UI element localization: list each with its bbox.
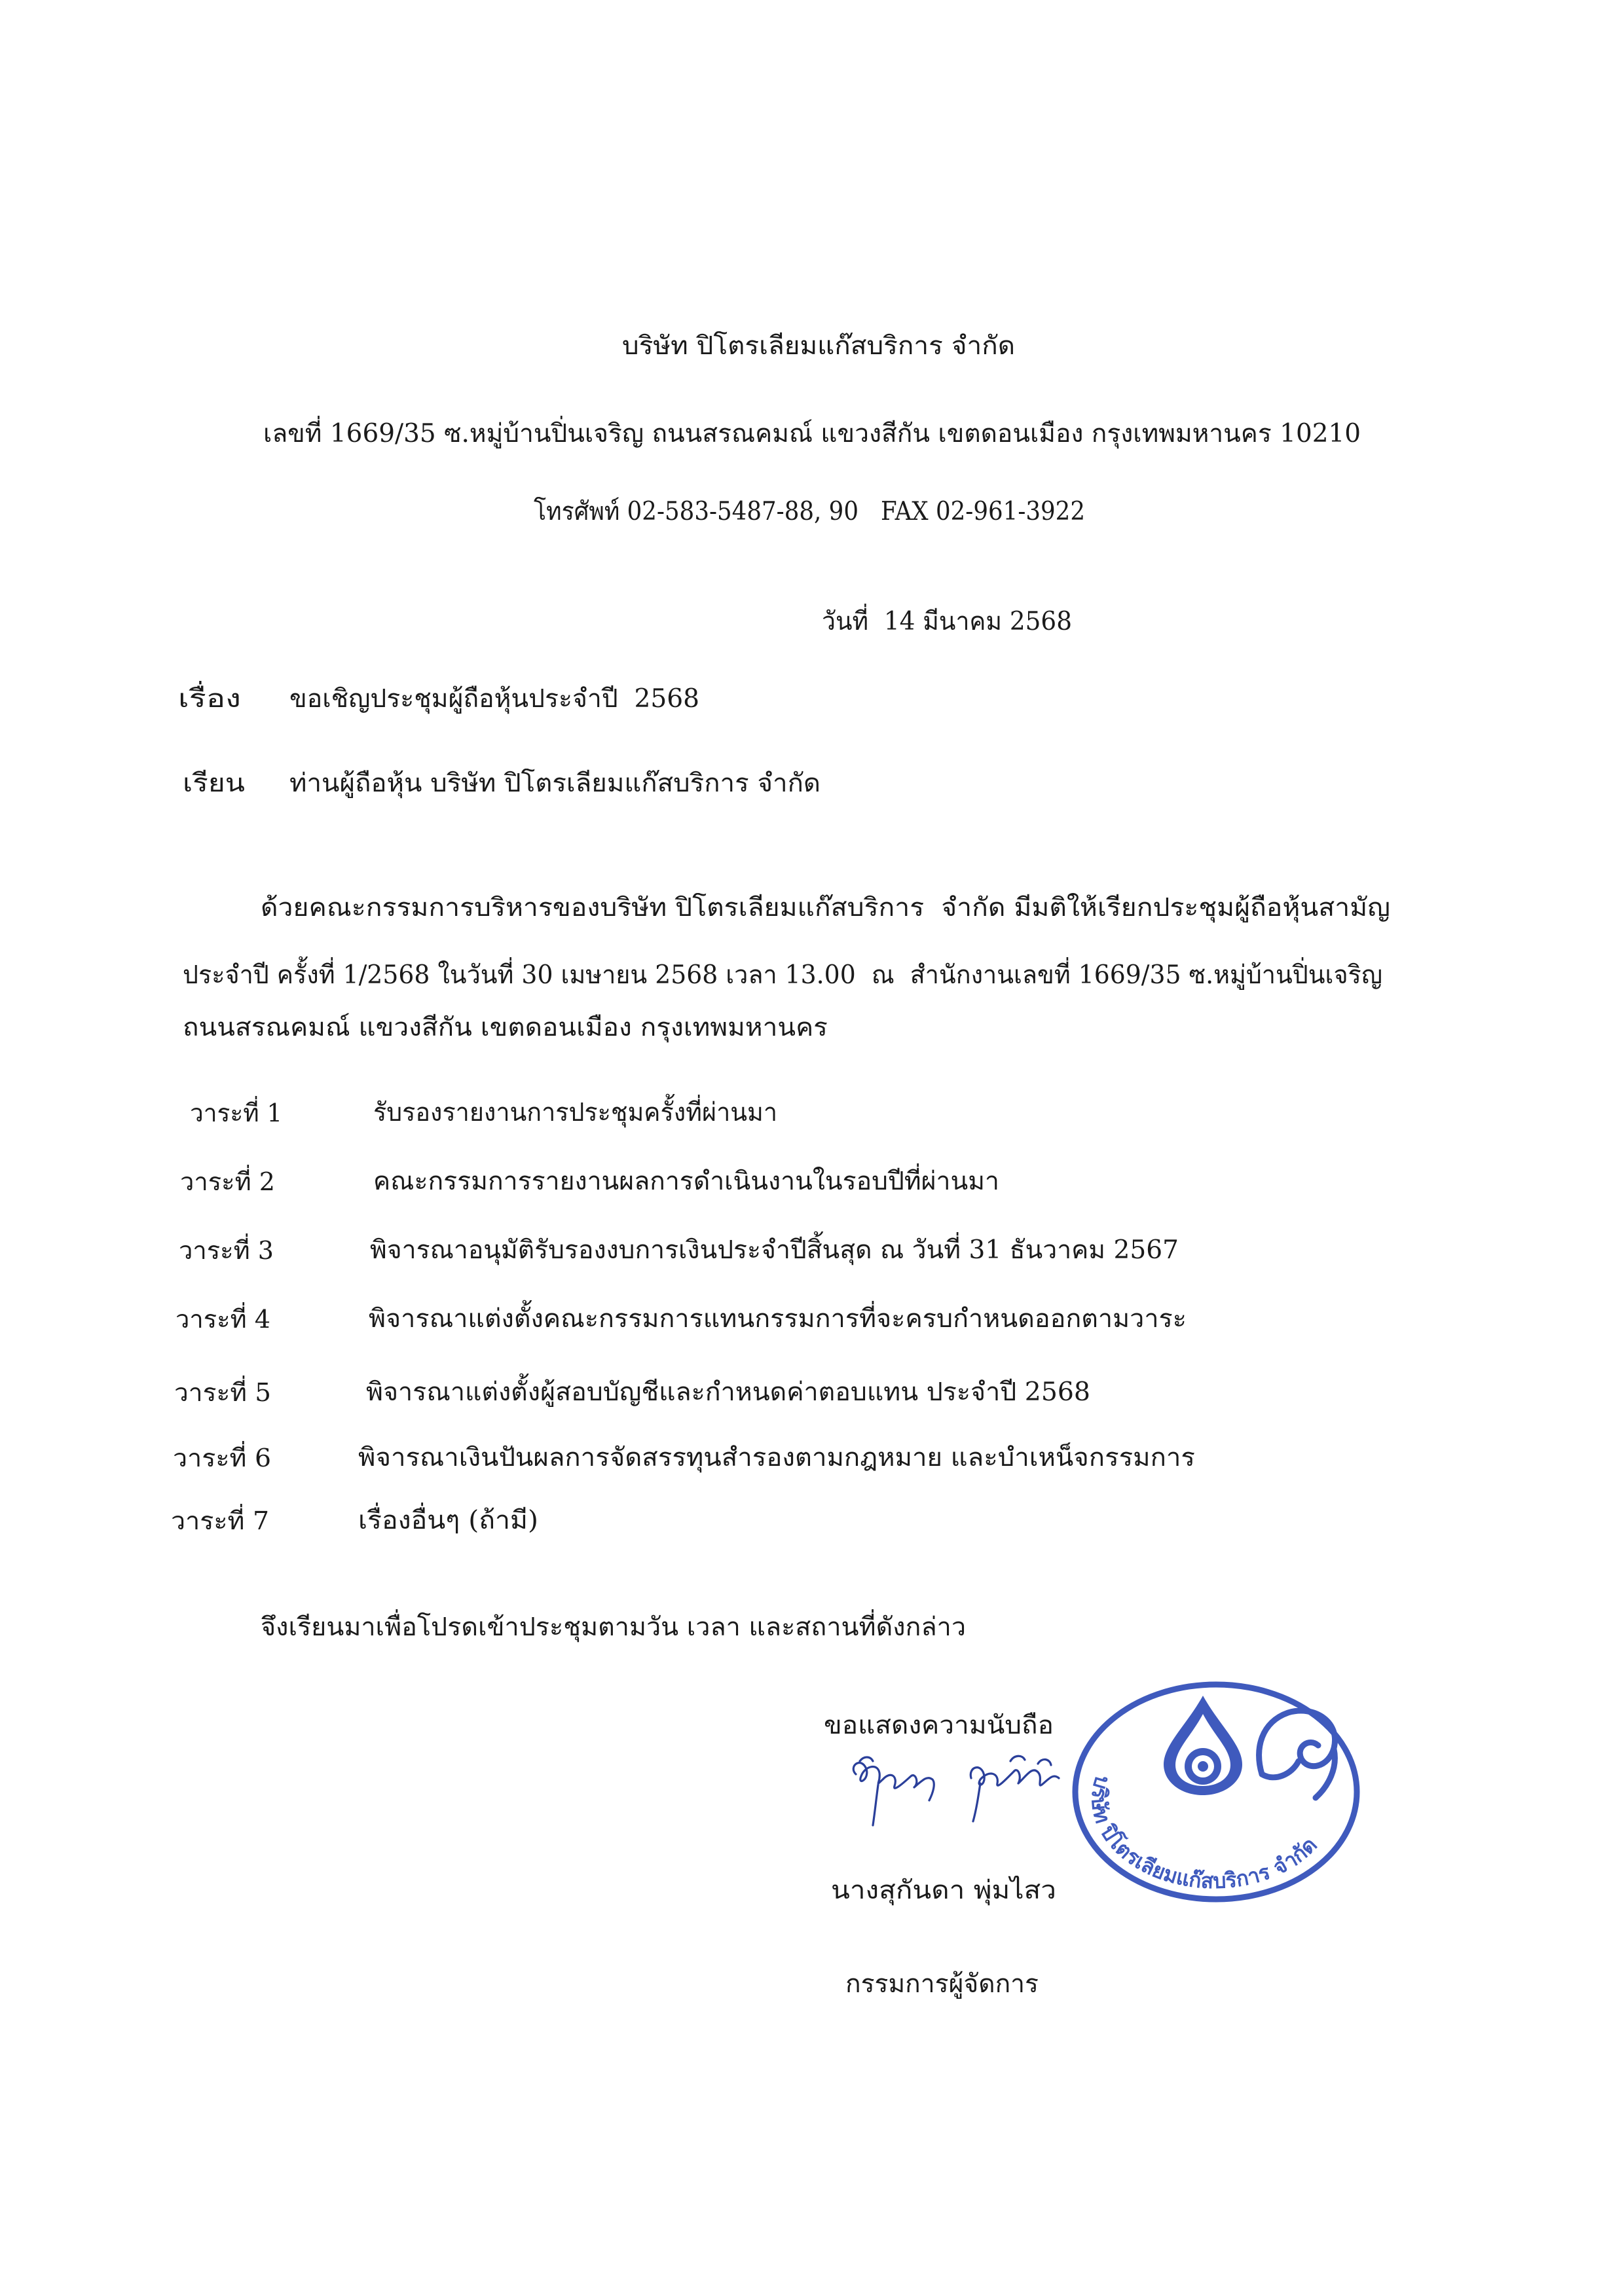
body-line: ประจำปี ครั้งที่ 1/2568 ในวันที่ 30 เมษายน 2568 เวลา 13.00 ณ สำนักงานเลขที่ 1669/35 ซ.หมู่บ้านปิ่นเจริญ	[183, 960, 1382, 990]
agenda-item-label: วาระที่ 3	[179, 1236, 274, 1265]
agenda-item-text: รับรองรายงานการประชุมครั้งที่ผ่านมา	[373, 1098, 777, 1127]
recipient-text: ท่านผู้ถือหุ้น บริษัท ปิโตรเลียมแก๊สบริการ จำกัด	[289, 769, 821, 798]
letter-date: วันที่ 14 มีนาคม 2568	[822, 607, 1072, 636]
body-line: ถนนสรณคมณ์ แขวงสีกัน เขตดอนเมือง กรุงเทพมหานคร	[183, 1013, 828, 1042]
agenda-item-label: วาระที่ 6	[173, 1444, 271, 1472]
agenda-item-label: วาระที่ 2	[180, 1167, 276, 1196]
subject-label: เรื่อง	[178, 684, 241, 714]
stamp-text: บริษัท ปิโตรเลียมแก๊สบริการ จำกัด	[1086, 1772, 1322, 1894]
signature	[841, 1747, 1064, 1832]
agenda-item-text: พิจารณาแต่งตั้งคณะกรรมการแทนกรรมการที่จะครบกำหนดออกตามวาระ	[369, 1304, 1187, 1334]
company-name: บริษัท ปิโตรเลียมแก๊สบริการ จำกัด	[622, 331, 1016, 361]
recipient-label: เรียน	[183, 769, 246, 798]
agenda-item-label: วาระที่ 5	[174, 1378, 271, 1407]
complimentary-close: ขอแสดงความนับถือ	[824, 1711, 1054, 1740]
agenda-item-text: พิจารณาอนุมัติรับรองงบการเงินประจำปีสิ้นสุด ณ วันที่ 31 ธันวาคม 2567	[370, 1235, 1179, 1265]
signatory-title: กรรมการผู้จัดการ	[845, 1969, 1039, 1999]
agenda-item-label: วาระที่ 7	[171, 1506, 269, 1535]
company-stamp	[1065, 1676, 1367, 1908]
drop-logo-icon	[1164, 1696, 1242, 1795]
agenda-item-text: คณะกรรมการรายงานผลการดำเนินงานในรอบปีที่ผ่านมา	[373, 1167, 999, 1196]
company-address: เลขที่ 1669/35 ซ.หมู่บ้านปิ่นเจริญ ถนนสรณคมณ์ แขวงสีกัน เขตดอนเมือง กรุงเทพมหานคร 10210	[263, 419, 1361, 448]
body-line: ด้วยคณะกรรมการบริหารของบริษัท ปิโตรเลียมแก๊สบริการ จำกัด มีมติให้เรียกประชุมผู้ถือหุ้นสามัญ	[261, 893, 1390, 922]
agenda-item-label: วาระที่ 4	[175, 1305, 271, 1334]
signatory-name: นางสุกันดา พุ่มไสว	[831, 1876, 1056, 1905]
agenda-item-label: วาระที่ 1	[190, 1099, 283, 1127]
closing-sentence: จึงเรียนมาเพื่อโปรดเข้าประชุมตามวัน เวลา และสถานที่ดังกล่าว	[261, 1613, 967, 1642]
agenda-item-text: พิจารณาเงินปันผลการจัดสรรทุนสำรองตามกฎหมาย และบำเหน็จกรรมการ	[358, 1443, 1195, 1472]
agenda-item-text: พิจารณาแต่งตั้งผู้สอบบัญชีและกำหนดค่าตอบแทน ประจำปี 2568	[366, 1377, 1090, 1407]
subject-text: ขอเชิญประชุมผู้ถือหุ้นประจำปี 2568	[289, 684, 700, 714]
agenda-item-text: เรื่องอื่นๆ (ถ้ามี)	[358, 1506, 538, 1535]
company-phone-fax: โทรศัพท์ 02-583-5487-88, 90 FAX 02-961-3922	[534, 497, 1086, 526]
